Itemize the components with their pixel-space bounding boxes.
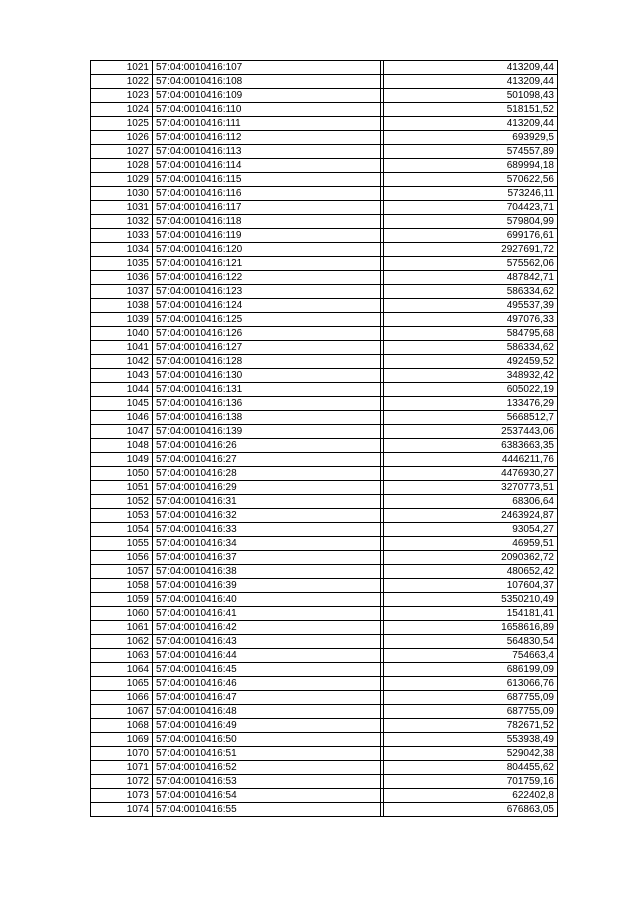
row-number-cell: 1057 [91,565,153,579]
cadastral-value-cell: 686199,09 [384,663,558,677]
table-row [91,663,558,677]
table-row [91,551,558,565]
row-number-cell: 1033 [91,229,153,243]
row-number-cell: 1049 [91,453,153,467]
cadastral-value-cell: 586334,62 [384,285,558,299]
cadastral-value-cell: 701759,16 [384,775,558,789]
cadastral-value-cell: 2463924,87 [384,509,558,523]
cadastral-value-table [90,60,558,817]
table-row [91,103,558,117]
cadastral-value-cell: 622402,8 [384,789,558,803]
row-number-cell: 1043 [91,369,153,383]
table-row [91,439,558,453]
table-row [91,131,558,145]
cadastral-number-cell: 57:04:0010416:34 [153,537,381,551]
table-row [91,509,558,523]
table-row [91,719,558,733]
table-row [91,677,558,691]
table-row [91,89,558,103]
table-row [91,75,558,89]
cadastral-number-cell: 57:04:0010416:37 [153,551,381,565]
row-number-cell: 1037 [91,285,153,299]
cadastral-value-cell: 107604,37 [384,579,558,593]
cadastral-number-cell: 57:04:0010416:128 [153,355,381,369]
row-number-cell: 1053 [91,509,153,523]
table-row [91,159,558,173]
cadastral-value-cell: 492459,52 [384,355,558,369]
cadastral-number-cell: 57:04:0010416:126 [153,327,381,341]
cadastral-number-cell: 57:04:0010416:31 [153,495,381,509]
cadastral-number-cell: 57:04:0010416:109 [153,89,381,103]
cadastral-number-cell: 57:04:0010416:111 [153,117,381,131]
table-row [91,733,558,747]
table-row [91,215,558,229]
table-row [91,229,558,243]
cadastral-number-cell: 57:04:0010416:48 [153,705,381,719]
cadastral-number-cell: 57:04:0010416:127 [153,341,381,355]
cadastral-value-cell: 154181,41 [384,607,558,621]
row-number-cell: 1042 [91,355,153,369]
table-row [91,621,558,635]
table-row [91,341,558,355]
table-row [91,257,558,271]
row-number-cell: 1071 [91,761,153,775]
row-number-cell: 1045 [91,397,153,411]
table-row [91,145,558,159]
cadastral-number-cell: 57:04:0010416:39 [153,579,381,593]
row-number-cell: 1069 [91,733,153,747]
cadastral-number-cell: 57:04:0010416:120 [153,243,381,257]
table-row [91,775,558,789]
cadastral-number-cell: 57:04:0010416:50 [153,733,381,747]
row-number-cell: 1041 [91,341,153,355]
cadastral-value-cell: 133476,29 [384,397,558,411]
table-row [91,369,558,383]
cadastral-number-cell: 57:04:0010416:53 [153,775,381,789]
row-number-cell: 1025 [91,117,153,131]
cadastral-value-cell: 5350210,49 [384,593,558,607]
cadastral-number-cell: 57:04:0010416:26 [153,439,381,453]
row-number-cell: 1061 [91,621,153,635]
row-number-cell: 1074 [91,803,153,817]
cadastral-number-cell: 57:04:0010416:27 [153,453,381,467]
cadastral-value-cell: 529042,38 [384,747,558,761]
cadastral-value-cell: 2090362,72 [384,551,558,565]
cadastral-value-cell: 413209,44 [384,61,558,75]
table-row [91,327,558,341]
cadastral-value-cell: 3270773,51 [384,481,558,495]
cadastral-value-cell: 575562,06 [384,257,558,271]
cadastral-number-cell: 57:04:0010416:28 [153,467,381,481]
table-row [91,565,558,579]
table-row [91,691,558,705]
row-number-cell: 1024 [91,103,153,117]
table-row [91,789,558,803]
row-number-cell: 1051 [91,481,153,495]
cadastral-value-cell: 699176,61 [384,229,558,243]
cadastral-value-cell: 497076,33 [384,313,558,327]
cadastral-value-cell: 413209,44 [384,75,558,89]
cadastral-number-cell: 57:04:0010416:114 [153,159,381,173]
cadastral-value-cell: 68306,64 [384,495,558,509]
row-number-cell: 1040 [91,327,153,341]
table-row [91,201,558,215]
cadastral-number-cell: 57:04:0010416:41 [153,607,381,621]
cadastral-number-cell: 57:04:0010416:33 [153,523,381,537]
row-number-cell: 1070 [91,747,153,761]
cadastral-number-cell: 57:04:0010416:136 [153,397,381,411]
row-number-cell: 1030 [91,187,153,201]
row-number-cell: 1068 [91,719,153,733]
cadastral-value-cell: 573246,11 [384,187,558,201]
cadastral-number-cell: 57:04:0010416:38 [153,565,381,579]
row-number-cell: 1029 [91,173,153,187]
cadastral-value-cell: 574557,89 [384,145,558,159]
cadastral-value-cell: 584795,68 [384,327,558,341]
cadastral-number-cell: 57:04:0010416:138 [153,411,381,425]
table-row [91,397,558,411]
cadastral-number-cell: 57:04:0010416:119 [153,229,381,243]
cadastral-value-cell: 518151,52 [384,103,558,117]
row-number-cell: 1052 [91,495,153,509]
row-number-cell: 1055 [91,537,153,551]
cadastral-number-cell: 57:04:0010416:43 [153,635,381,649]
row-number-cell: 1026 [91,131,153,145]
table-row [91,649,558,663]
cadastral-number-cell: 57:04:0010416:116 [153,187,381,201]
table-row [91,747,558,761]
table-row [91,243,558,257]
table-row [91,425,558,439]
table-row [91,313,558,327]
row-number-cell: 1036 [91,271,153,285]
cadastral-number-cell: 57:04:0010416:118 [153,215,381,229]
row-number-cell: 1058 [91,579,153,593]
cadastral-value-cell: 579804,99 [384,215,558,229]
cadastral-value-cell: 413209,44 [384,117,558,131]
cadastral-number-cell: 57:04:0010416:125 [153,313,381,327]
cadastral-value-cell: 2537443,06 [384,425,558,439]
row-number-cell: 1067 [91,705,153,719]
cadastral-value-cell: 46959,51 [384,537,558,551]
cadastral-value-cell: 687755,09 [384,691,558,705]
table-row [91,299,558,313]
row-number-cell: 1062 [91,635,153,649]
cadastral-value-cell: 570622,56 [384,173,558,187]
cadastral-value-cell: 687755,09 [384,705,558,719]
cadastral-value-cell: 782671,52 [384,719,558,733]
row-number-cell: 1031 [91,201,153,215]
cadastral-number-cell: 57:04:0010416:44 [153,649,381,663]
row-number-cell: 1023 [91,89,153,103]
row-number-cell: 1028 [91,159,153,173]
table-row [91,705,558,719]
cadastral-value-cell: 487842,71 [384,271,558,285]
cadastral-number-cell: 57:04:0010416:115 [153,173,381,187]
row-number-cell: 1073 [91,789,153,803]
row-number-cell: 1034 [91,243,153,257]
cadastral-number-cell: 57:04:0010416:29 [153,481,381,495]
row-number-cell: 1035 [91,257,153,271]
table-row [91,271,558,285]
row-number-cell: 1063 [91,649,153,663]
cadastral-number-cell: 57:04:0010416:113 [153,145,381,159]
cadastral-number-cell: 57:04:0010416:112 [153,131,381,145]
cadastral-number-cell: 57:04:0010416:45 [153,663,381,677]
table-row [91,285,558,299]
cadastral-number-cell: 57:04:0010416:124 [153,299,381,313]
row-number-cell: 1060 [91,607,153,621]
table-row [91,607,558,621]
cadastral-number-cell: 57:04:0010416:122 [153,271,381,285]
cadastral-number-cell: 57:04:0010416:117 [153,201,381,215]
row-number-cell: 1021 [91,61,153,75]
cadastral-value-cell: 2927691,72 [384,243,558,257]
row-number-cell: 1044 [91,383,153,397]
cadastral-number-cell: 57:04:0010416:46 [153,677,381,691]
table-row [91,117,558,131]
cadastral-value-cell: 6383663,35 [384,439,558,453]
row-number-cell: 1038 [91,299,153,313]
cadastral-value-cell: 1658616,89 [384,621,558,635]
cadastral-number-cell: 57:04:0010416:54 [153,789,381,803]
cadastral-value-cell: 564830,54 [384,635,558,649]
row-number-cell: 1046 [91,411,153,425]
cadastral-number-cell: 57:04:0010416:49 [153,719,381,733]
row-number-cell: 1022 [91,75,153,89]
table-row [91,467,558,481]
cadastral-value-cell: 5668512,7 [384,411,558,425]
cadastral-value-cell: 605022,19 [384,383,558,397]
cadastral-value-cell: 693929,5 [384,131,558,145]
table-row [91,355,558,369]
cadastral-number-cell: 57:04:0010416:47 [153,691,381,705]
cadastral-value-cell: 553938,49 [384,733,558,747]
row-number-cell: 1059 [91,593,153,607]
cadastral-number-cell: 57:04:0010416:131 [153,383,381,397]
cadastral-value-cell: 704423,71 [384,201,558,215]
table-row [91,803,558,817]
table-row [91,411,558,425]
cadastral-number-cell: 57:04:0010416:123 [153,285,381,299]
table-row [91,383,558,397]
row-number-cell: 1050 [91,467,153,481]
cadastral-value-cell: 348932,42 [384,369,558,383]
cadastral-number-cell: 57:04:0010416:130 [153,369,381,383]
cadastral-value-cell: 689994,18 [384,159,558,173]
table-row [91,635,558,649]
cadastral-value-cell: 4446211,76 [384,453,558,467]
row-number-cell: 1072 [91,775,153,789]
table-row [91,187,558,201]
cadastral-number-cell: 57:04:0010416:139 [153,425,381,439]
table-row [91,523,558,537]
cadastral-value-cell: 586334,62 [384,341,558,355]
cadastral-number-cell: 57:04:0010416:107 [153,61,381,75]
table-row [91,453,558,467]
row-number-cell: 1054 [91,523,153,537]
cadastral-number-cell: 57:04:0010416:55 [153,803,381,817]
row-number-cell: 1039 [91,313,153,327]
row-number-cell: 1027 [91,145,153,159]
cadastral-number-cell: 57:04:0010416:110 [153,103,381,117]
row-number-cell: 1066 [91,691,153,705]
cadastral-value-cell: 613066,76 [384,677,558,691]
table-row [91,593,558,607]
cadastral-number-cell: 57:04:0010416:108 [153,75,381,89]
cadastral-number-cell: 57:04:0010416:121 [153,257,381,271]
cadastral-value-cell: 4476930,27 [384,467,558,481]
table-row [91,173,558,187]
table-row [91,537,558,551]
cadastral-value-cell: 501098,43 [384,89,558,103]
cadastral-number-cell: 57:04:0010416:40 [153,593,381,607]
cadastral-number-cell: 57:04:0010416:52 [153,761,381,775]
cadastral-value-cell: 93054,27 [384,523,558,537]
table-body [91,61,558,817]
table-row [91,761,558,775]
row-number-cell: 1056 [91,551,153,565]
table-row [91,495,558,509]
cadastral-value-cell: 754663,4 [384,649,558,663]
cadastral-value-cell: 480652,42 [384,565,558,579]
table-row [91,579,558,593]
cadastral-value-cell: 495537,39 [384,299,558,313]
cadastral-value-cell: 676863,05 [384,803,558,817]
row-number-cell: 1064 [91,663,153,677]
table-row [91,481,558,495]
row-number-cell: 1032 [91,215,153,229]
row-number-cell: 1048 [91,439,153,453]
table-row [91,61,558,75]
row-number-cell: 1047 [91,425,153,439]
cadastral-number-cell: 57:04:0010416:42 [153,621,381,635]
cadastral-number-cell: 57:04:0010416:51 [153,747,381,761]
row-number-cell: 1065 [91,677,153,691]
cadastral-number-cell: 57:04:0010416:32 [153,509,381,523]
cadastral-value-cell: 804455,62 [384,761,558,775]
